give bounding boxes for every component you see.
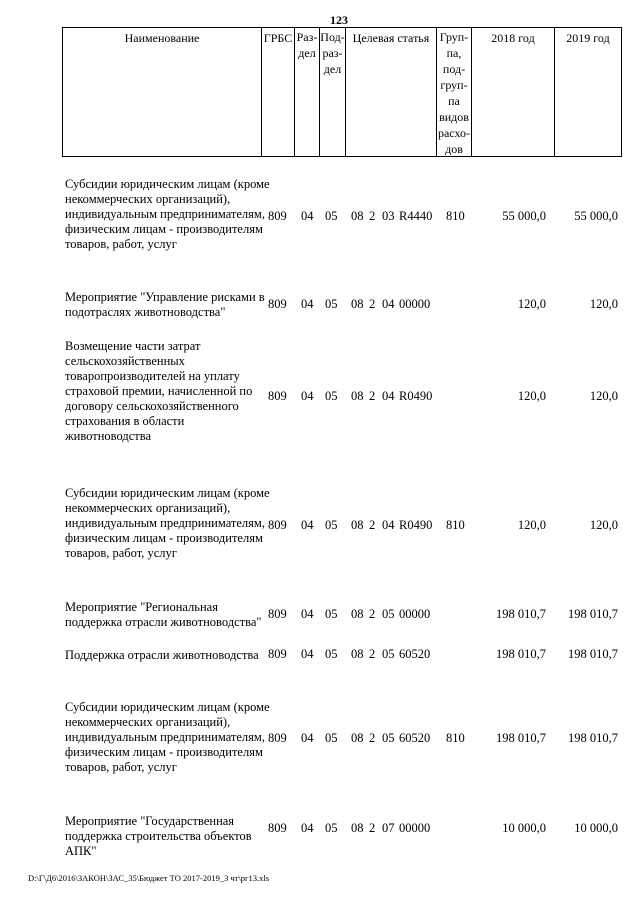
cell-article-direction: R0490 [399,518,433,532]
cell-2019: 10 000,0 [574,821,618,835]
cell-article-event: 04 [382,297,395,311]
row-name: Мероприятие "Региональная поддержка отрасли животноводства" [65,600,262,629]
cell-2018: 198 010,7 [496,607,546,621]
cell-razdel: 04 [301,731,314,745]
page-number: 123 [330,13,348,27]
cell-podrazdel: 05 [325,607,338,621]
cell-podrazdel: 05 [325,518,338,532]
cell-article-program: 08 [351,607,364,621]
cell-2018: 10 000,0 [502,821,546,835]
header-target-article: Целевая статья [345,27,437,157]
cell-grbs: 809 [268,389,287,403]
cell-grbs: 809 [268,821,287,835]
cell-article-event: 05 [382,607,395,621]
header-grbs: ГРБС [261,27,295,157]
cell-article-event: 03 [382,209,395,223]
cell-2018: 198 010,7 [496,647,546,661]
cell-article-event: 04 [382,389,395,403]
file-path-footer: D:\Г\Д6\2016\ЗАКОН\ЗАС_35\Бюджет ТО 2017-2019_3 чт\рг13.xls [28,873,270,883]
cell-razdel: 04 [301,518,314,532]
cell-article-direction: 60520 [399,647,431,661]
row-name: Субсидии юридическим лицам (кроме некоммерческих организаций), индивидуальным предпринимателям, физическим лицам - производителям товаров, работ, услуг [65,486,270,560]
cell-2018: 120,0 [517,389,546,403]
cell-article-direction: 00000 [399,607,431,621]
cell-article-subprogram: 2 [369,297,376,311]
cell-article-event: 05 [382,647,395,661]
row-name: Субсидии юридическим лицам (кроме некоммерческих организаций), индивидуальным предпринимателям, физическим лицам - производителям товаров, работ, услуг [65,700,270,774]
cell-article-subprogram: 2 [369,209,376,223]
cell-expense-type: 810 [446,731,465,745]
cell-podrazdel: 05 [325,647,338,661]
cell-article-program: 08 [351,209,364,223]
cell-article-program: 08 [351,647,364,661]
cell-article-direction: 00000 [399,297,431,311]
row-name: Поддержка отрасли животноводства [65,648,259,662]
cell-razdel: 04 [301,389,314,403]
row-name: Мероприятие "Государственная поддержка строительства объектов АПК" [65,814,252,858]
cell-article-subprogram: 2 [369,518,376,532]
cell-article-program: 08 [351,389,364,403]
cell-article-event: 05 [382,731,395,745]
cell-article-event: 07 [382,821,395,835]
cell-article-program: 08 [351,518,364,532]
header-razdel: Раз- дел [294,27,320,157]
cell-podrazdel: 05 [325,389,338,403]
cell-article-subprogram: 2 [369,647,376,661]
cell-grbs: 809 [268,518,287,532]
cell-article-direction: 00000 [399,821,431,835]
cell-podrazdel: 05 [325,731,338,745]
cell-podrazdel: 05 [325,297,338,311]
row-name: Субсидии юридическим лицам (кроме некоммерческих организаций), индивидуальным предпринимателям, физическим лицам - производителям товаров, работ, услуг [65,177,270,251]
cell-grbs: 809 [268,731,287,745]
cell-razdel: 04 [301,209,314,223]
row-name: Мероприятие "Управление рисками в подотраслях животноводства" [65,290,265,319]
cell-2019: 120,0 [589,518,618,532]
cell-2018: 120,0 [517,297,546,311]
cell-2019: 198 010,7 [568,731,618,745]
cell-article-event: 04 [382,518,395,532]
row-name: Возмещение части затрат сельскохозяйственных товаропроизводителей на уплату страховой премии, начисленной по договору сельскохозяйственного страхования в области животноводства [65,339,253,443]
header-2018: 2018 год [471,27,555,157]
cell-podrazdel: 05 [325,209,338,223]
cell-podrazdel: 05 [325,821,338,835]
cell-article-subprogram: 2 [369,607,376,621]
cell-grbs: 809 [268,607,287,621]
cell-razdel: 04 [301,821,314,835]
cell-expense-type: 810 [446,518,465,532]
cell-article-program: 08 [351,731,364,745]
cell-article-program: 08 [351,821,364,835]
cell-grbs: 809 [268,297,287,311]
cell-article-subprogram: 2 [369,821,376,835]
header-2019: 2019 год [554,27,622,157]
cell-2019: 198 010,7 [568,647,618,661]
cell-2018: 55 000,0 [502,209,546,223]
cell-article-subprogram: 2 [369,731,376,745]
cell-article-direction: R4440 [399,209,433,223]
cell-expense-type: 810 [446,209,465,223]
cell-article-direction: R0490 [399,389,433,403]
cell-razdel: 04 [301,647,314,661]
header-expense-group: Груп- па, под- груп- па видов расхо- дов [436,27,472,157]
cell-2018: 198 010,7 [496,731,546,745]
cell-2019: 198 010,7 [568,607,618,621]
cell-grbs: 809 [268,647,287,661]
cell-article-direction: 60520 [399,731,431,745]
cell-2019: 120,0 [589,297,618,311]
cell-razdel: 04 [301,607,314,621]
cell-2018: 120,0 [517,518,546,532]
cell-grbs: 809 [268,209,287,223]
cell-2019: 55 000,0 [574,209,618,223]
header-podrazdel: Под- раз- дел [319,27,346,157]
header-name: Наименование [62,27,262,157]
cell-article-subprogram: 2 [369,389,376,403]
cell-article-program: 08 [351,297,364,311]
cell-razdel: 04 [301,297,314,311]
cell-2019: 120,0 [589,389,618,403]
